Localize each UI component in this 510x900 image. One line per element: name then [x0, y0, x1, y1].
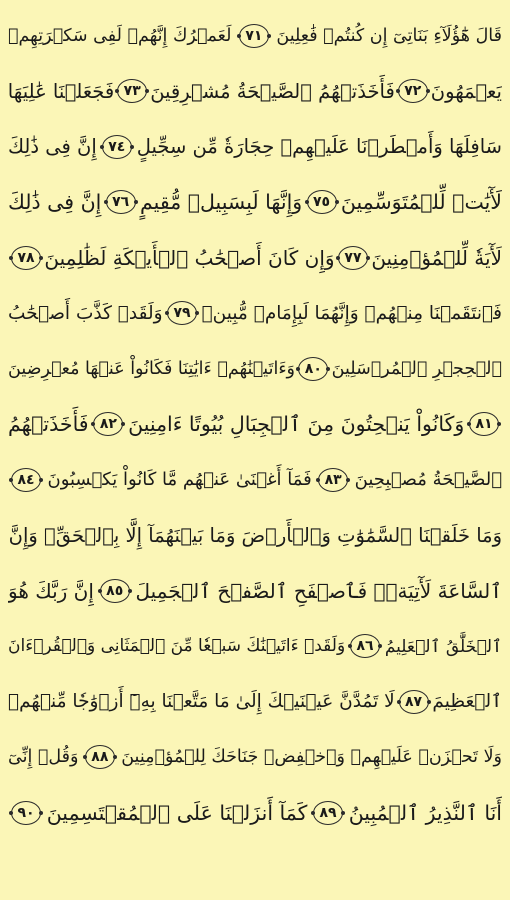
verse-text: ٱلصَّيۡحَةُ مُصۡبِحِينَ	[354, 469, 502, 491]
ayah-number-marker-icon: ٧٨	[11, 246, 41, 270]
verse-text: أَنَا ٱلنَّذِيرُ ٱلۡمُبِينُ	[348, 800, 502, 825]
verse-text: لَأٓيَٰتٖ لِّلۡمُتَوَسِّمِينَ	[340, 190, 502, 215]
verse-text: وَمَا خَلَقۡنَا ٱلسَّمَٰوَٰتِ وَٱلۡأَرۡضَ وَمَا بَيۡنَهُمَآ إِلَّا بِٱلۡحَقِّۗ وَإِنَّ	[8, 523, 502, 547]
ayah-number-marker-icon: ٨٠	[298, 357, 328, 381]
verse-text: وَلَا تَحۡزَنۡ عَلَيۡهِمۡ وَٱخۡفِضۡ جَنَاحَكَ لِلۡمُؤۡمِنِينَ	[121, 747, 502, 768]
verse-text: ٱلسَّاعَةَ لَأٓتِيَةٞۖ فَٱصۡفَحِ ٱلصَّفۡحَ ٱلۡجَمِيلَ	[135, 578, 502, 603]
verse-text: إِنَّ رَبَّكَ هُوَ	[8, 578, 94, 603]
ayah-number-marker-icon: ٨٢	[93, 412, 123, 436]
verse-text: لَا تَمُدَّنَّ عَيۡنَيۡكَ إِلَىٰ مَا مَتَّعۡنَا بِهِۦٓ أَزۡوَٰجٗا مِّنۡهُمۡ	[8, 691, 395, 713]
text-line	[8, 230, 502, 286]
verse-text: وَقُلۡ إِنِّىٓ	[8, 747, 79, 768]
verse-text: ٱلۡعَظِيمَ	[432, 691, 502, 713]
verse-text: إِنَّ فِى ذَٰلِكَ	[8, 190, 102, 215]
verse-text: وَكَانُواْ يَنۡحِتُونَ مِنَ ٱلۡجِبَالِ بُيُوتًا ءَامِنِينَ	[128, 412, 465, 437]
text-line	[8, 119, 502, 175]
ayah-number-marker-icon: ٨٨	[85, 745, 115, 769]
verse-text: قَالَ هَٰٓؤُلَآءِ بَنَاتِىٓ إِن كُنتُمۡ فَٰعِلِينَ	[276, 25, 502, 46]
verse-text: وَءَاتَيۡنَٰهُمۡ ءَايَٰتِنَا فَكَانُواْ عَنۡهَا مُعۡرِضِينَ	[8, 358, 296, 379]
ayah-number-marker-icon: ٩٠	[11, 801, 41, 825]
ayah-number-marker-icon: ٨٣	[318, 468, 348, 492]
text-line	[8, 286, 502, 342]
ayah-number-marker-icon: ٧٢	[398, 79, 428, 103]
ayah-number-marker-icon: ٧٤	[102, 135, 132, 159]
text-line	[8, 175, 502, 231]
verse-text: لَأٓيَةٗ لِّلۡمُؤۡمِنِينَ	[371, 245, 502, 270]
ayah-number-marker-icon: ٧٧	[338, 246, 368, 270]
verse-text: فَأَخَذَتۡهُمُ	[8, 412, 89, 437]
verse-text: كَمَآ أَنزَلۡنَا عَلَى ٱلۡمُقۡتَسِمِينَ	[46, 800, 308, 825]
text-line	[8, 619, 502, 675]
text-line	[8, 452, 502, 508]
ayah-number-marker-icon: ٨٦	[350, 634, 380, 658]
verse-text: فَأَخَذَتۡهُمُ ٱلصَّيۡحَةُ مُشۡرِقِينَ	[150, 79, 395, 103]
verse-text: لَعَمۡرُكَ إِنَّهُمۡ لَفِى سَكۡرَتِهِمۡ	[8, 25, 232, 46]
ayah-number-marker-icon: ٧٣	[117, 79, 147, 103]
text-line	[8, 508, 502, 564]
verse-text: وَإِن كَانَ أَصۡحَٰبُ ٱلۡأَيۡكَةِ لَظَٰلِمِينَ	[44, 245, 335, 270]
ayah-number-marker-icon: ٧٦	[106, 190, 136, 214]
ayah-number-marker-icon: ٨٧	[399, 690, 429, 714]
verse-text: إِنَّ فِى ذَٰلِكَ	[8, 135, 97, 159]
text-line	[8, 8, 502, 64]
ayah-number-marker-icon: ٧٩	[167, 301, 197, 325]
ayah-number-marker-icon: ٧١	[239, 24, 269, 48]
verse-text: ٱلۡحِجۡرِ ٱلۡمُرۡسَلِينَ	[331, 358, 502, 379]
text-line	[8, 397, 502, 453]
verse-text: وَإِنَّهَا لَبِسَبِيلٖ مُّقِيمٍ	[140, 190, 303, 215]
verse-text: سَافِلَهَا وَأَمۡطَرۡنَا عَلَيۡهِمۡ حِجَارَةٗ مِّن سِجِّيلٍ	[136, 135, 502, 159]
verse-text: وَلَقَدۡ كَذَّبَ أَصۡحَٰبُ	[8, 302, 163, 324]
verse-text: يَعۡمَهُونَ	[430, 79, 502, 103]
verse-text: وَلَقَدۡ ءَاتَيۡنَٰكَ سَبۡعٗا مِّنَ ٱلۡمَثَانِى وَٱلۡقُرۡءَانَ	[8, 636, 346, 657]
text-line	[8, 341, 502, 397]
text-line	[8, 674, 502, 730]
verse-text: فَمَآ أَغۡنَىٰ عَنۡهُم مَّا كَانُواْ يَكۡسِبُونَ	[47, 469, 312, 491]
ayah-number-marker-icon: ٧٥	[307, 190, 337, 214]
text-line	[8, 730, 502, 786]
text-line	[8, 64, 502, 120]
verse-text: فَجَعَلۡنَا عَٰلِيَهَا	[8, 79, 115, 103]
verse-text: ٱلۡخَلَّٰقُ ٱلۡعَلِيمُ	[384, 636, 502, 657]
text-line	[8, 785, 502, 841]
ayah-number-marker-icon: ٨١	[469, 412, 499, 436]
text-line	[8, 563, 502, 619]
ayah-number-marker-icon: ٨٤	[11, 468, 41, 492]
ayah-number-marker-icon: ٨٥	[100, 579, 130, 603]
ayah-number-marker-icon: ٨٩	[313, 801, 343, 825]
verse-text: فَٱنتَقَمۡنَا مِنۡهُمۡ وَإِنَّهُمَا لَبِإِمَامٖ مُّبِينٖ	[201, 302, 502, 324]
